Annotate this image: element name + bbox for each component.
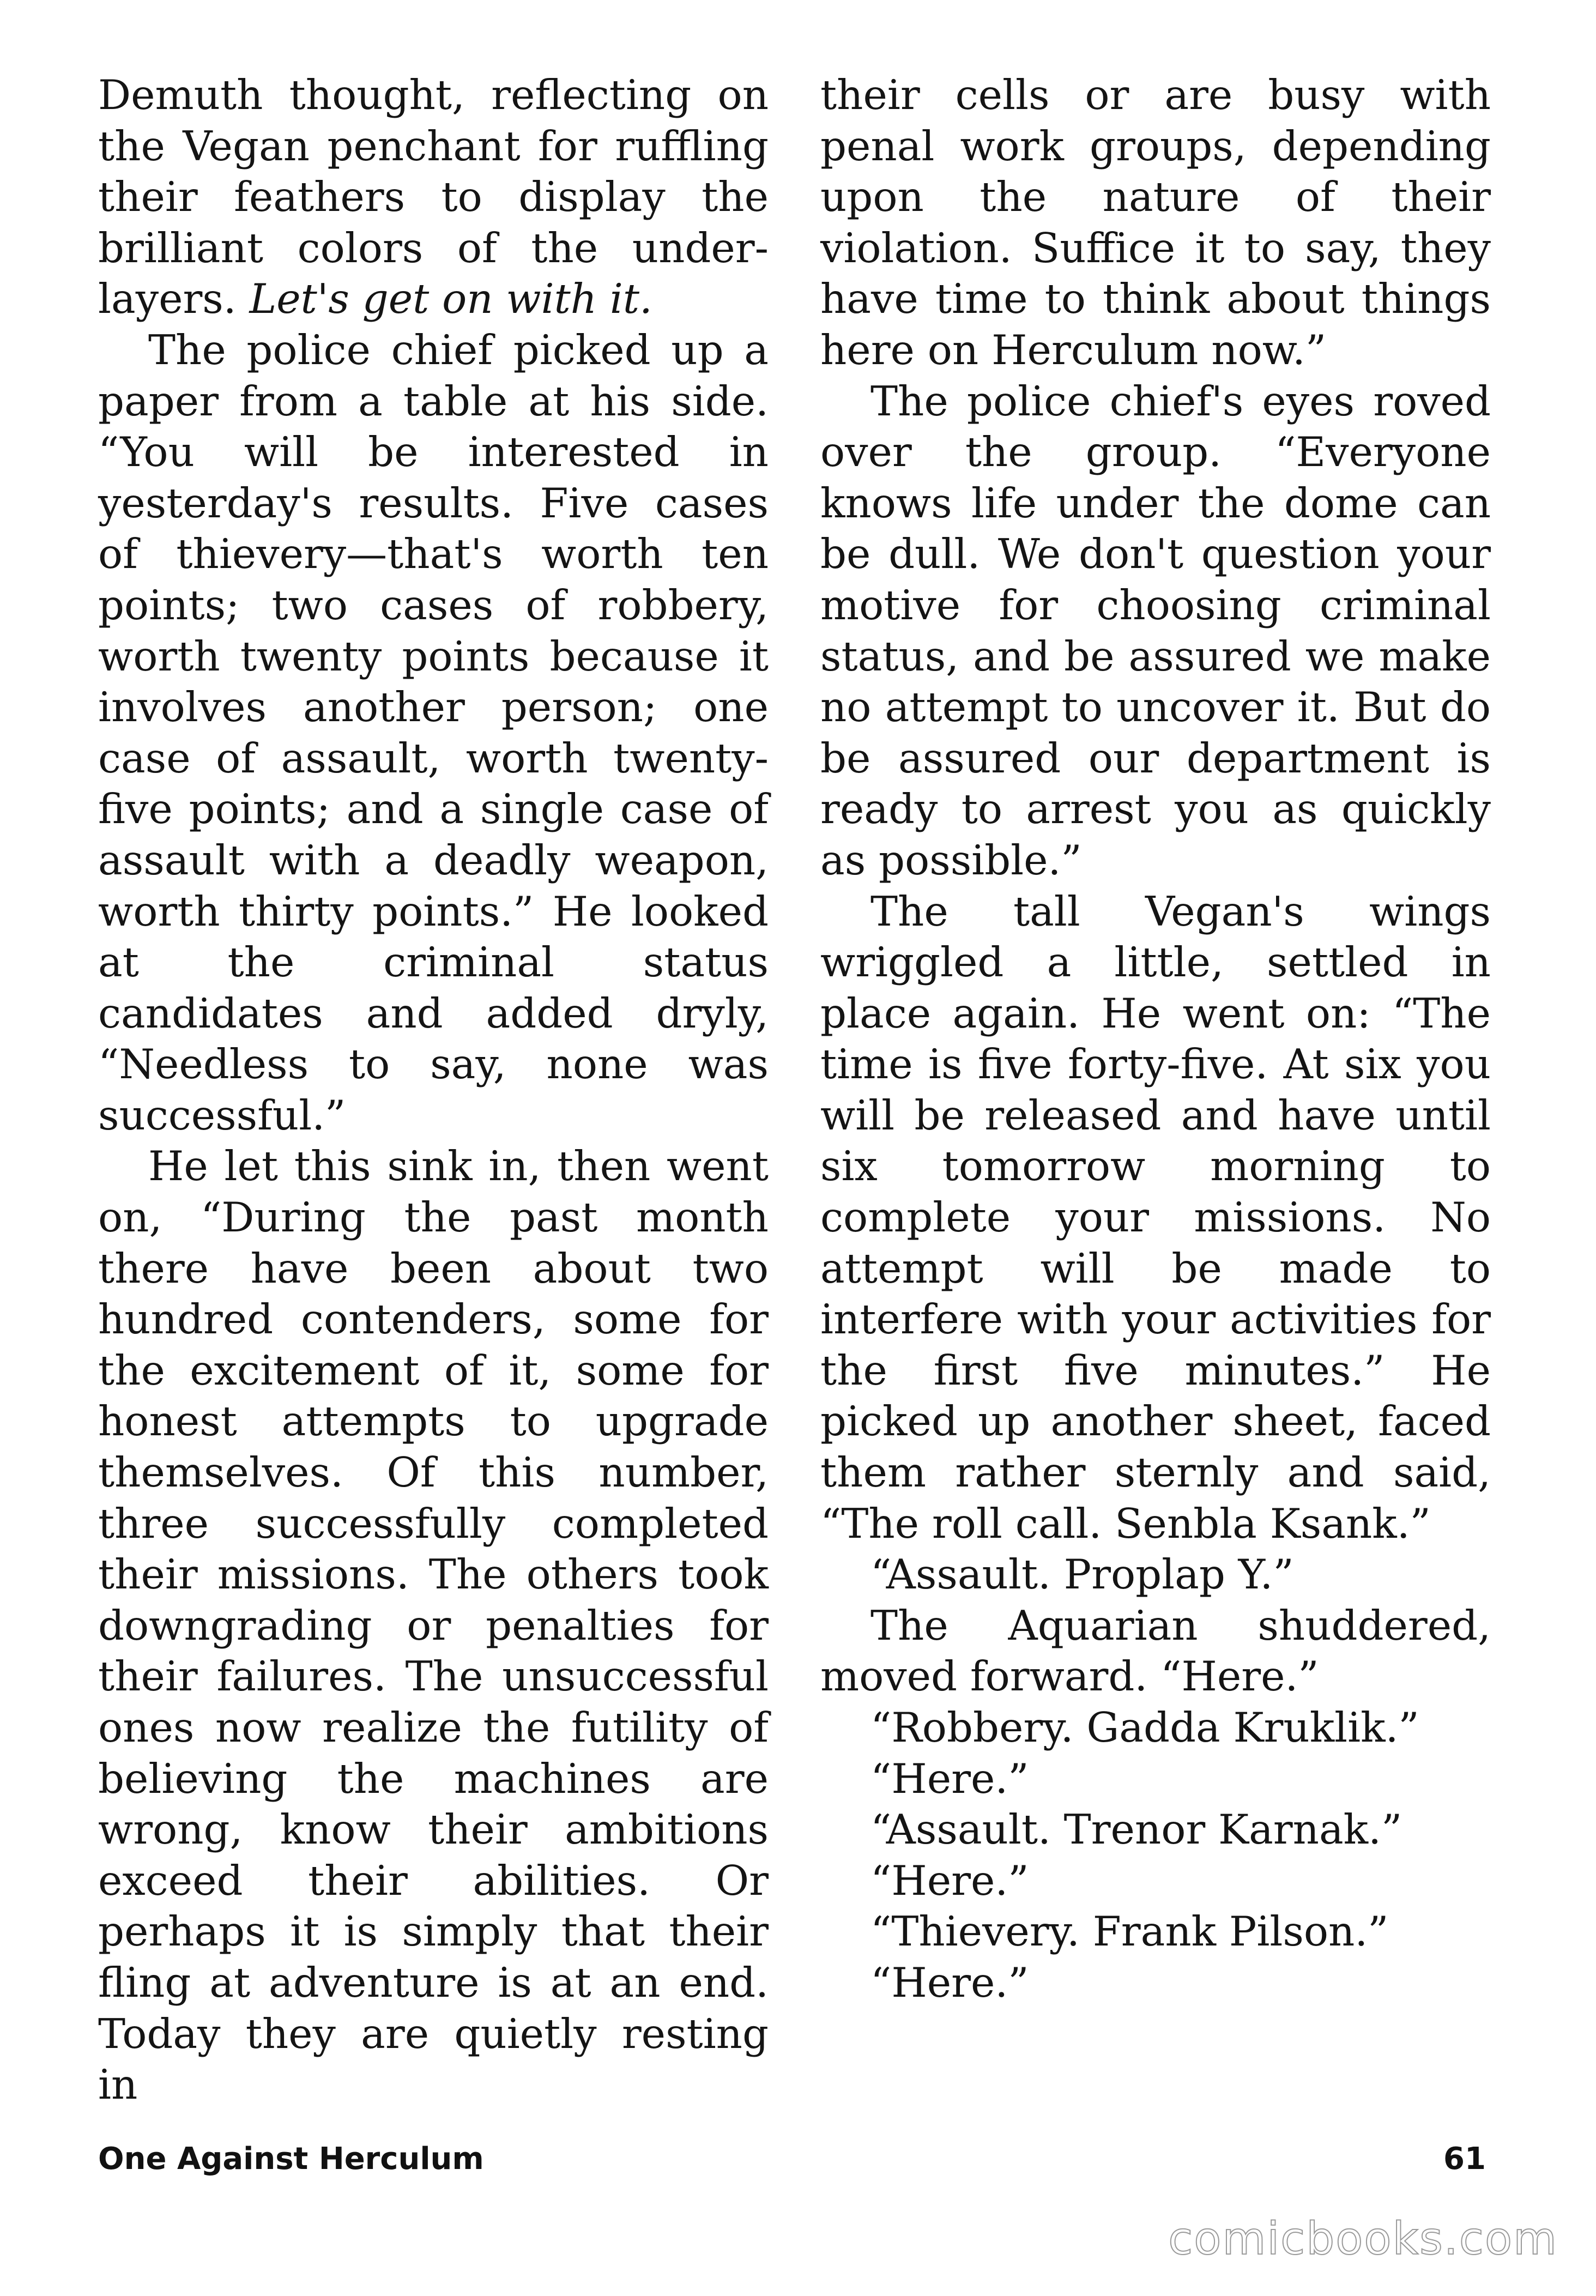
- left-column: [98, 70, 769, 2111]
- roll-call-line: “Here.”: [870, 1856, 1029, 1905]
- roll-call-line: “Assault. Trenor Karnak.”: [870, 1805, 1402, 1854]
- roll-call-line: “Here.”: [870, 1754, 1029, 1803]
- paragraph: [98, 70, 769, 325]
- paragraph: The police chief picked up a paper from a table at his side. “You will be interested in yesterday's results. Five cases of thievery—that's worth ten points; two cases of robbery, worth twenty points because it involves another person; one case of assault, worth twenty-five points; and a single case of assault with a deadly weapon, worth thirty points.” He looked at the criminal status candidates and added dryly, “Needless to say, none was successful.”: [98, 325, 769, 1139]
- paragraph: He let this sink in, then went on, “During the past month there have been about two hundred contenders, some for the excitement of it, some for honest attempts to upgrade themselves. Of this number, three successfully completed their missions. The others took downgrading or penalties for their failures. The unsuccessful ones now realize the futility of believing the machines are wrong, know their ambitions exceed their abilities. Or perhaps it is simply that their fling at adventure is at an end. Today they are quietly resting in: [98, 1142, 769, 2109]
- italic-thought: Let's get on with it.: [249, 275, 652, 323]
- paragraph-text: Demuth thought, reflecting on the Vegan penchant for ruffling their feathers to display the brilliant colors of the under-layers.: [98, 71, 769, 323]
- paragraph: their cells or are busy with penal work groups, depending upon the nature of their violation. Suffice it to say, they have time to think about things here on Herculum now.”: [820, 71, 1491, 374]
- roll-call-line: “Here.”: [870, 1958, 1029, 2007]
- paragraph: The tall Vegan's wings wriggled a little, settled in place again. He went on: “The time is five forty-five. At six you will be released and have until six tomorrow morning to complete your missions. No attempt will be made to interfere with your activities for the first five minutes.” He picked up another sheet, faced them rather sternly and said, “The roll call. Senbla Ksank.”: [820, 887, 1491, 1548]
- roll-call-line: “Thievery. Frank Pilson.”: [870, 1907, 1389, 1956]
- right-column: [820, 70, 1491, 2009]
- page-number: 61: [1443, 2141, 1486, 2177]
- paragraph: The police chief's eyes roved over the group. “Everyone knows life under the dome can be dull. We don't question your motive for choosing criminal status, and be assured we make no attempt to uncover it. But do be assured our department is ready to arrest you as quickly as possible.”: [820, 377, 1491, 884]
- running-footer-title: One Against Herculum: [98, 2141, 484, 2177]
- roll-call-line: “Assault. Proplap Y.”: [870, 1550, 1294, 1599]
- paragraph: The Aquarian shuddered, moved forward. “Here.”: [820, 1601, 1491, 1701]
- watermark: comicbooks.com: [1168, 2213, 1558, 2265]
- roll-call-line: “Robbery. Gadda Kruklik.”: [870, 1703, 1419, 1751]
